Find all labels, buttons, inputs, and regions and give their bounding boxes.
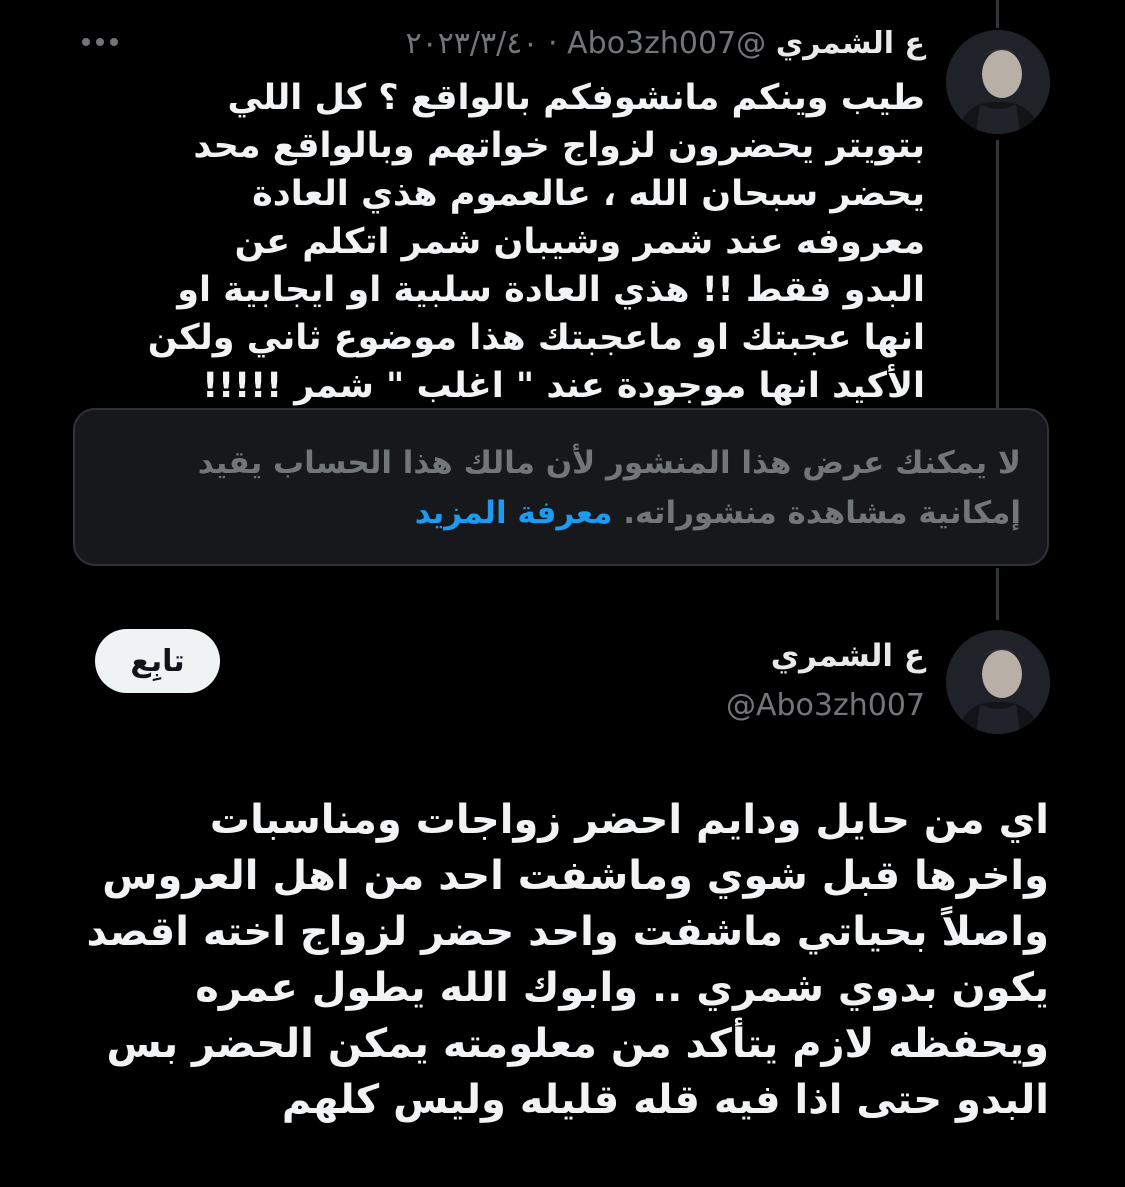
thread-line-top xyxy=(996,0,999,28)
tweet-text: اي من حايل ودايم احضر زواجات ومناسبات واخرها قبل شوي وماشفت احد من اهل العروس واصلاً بحياتي ماشفت واحد حضر لزواج اخته اقصد يكون بدوي شمري .. وابوك الله يطول عمره ويحفظه لازم يتأكد من معلومته يمكن الحضر بس البدو حتى اذا فيه قله قليله وليس كلهم xyxy=(86,797,1049,1123)
tweet-date[interactable]: ٢٠٢٣/٣/٤٠ xyxy=(405,26,539,61)
more-horizontal-icon[interactable] xyxy=(80,30,120,54)
thread-line-connector xyxy=(996,140,999,410)
follow-button[interactable]: تابِع xyxy=(95,629,220,693)
author-name[interactable]: ع الشمري xyxy=(770,638,925,674)
author-name[interactable]: ع الشمري xyxy=(775,26,925,61)
avatar[interactable] xyxy=(946,30,1050,134)
tweet-header xyxy=(405,26,925,61)
avatar[interactable] xyxy=(946,630,1050,734)
avatar-image xyxy=(946,30,1050,134)
restricted-notice-message: لا يمكنك عرض هذا المنشور لأن مالك هذا الحساب يقيد إمكانية مشاهدة منشوراته. xyxy=(197,445,1021,531)
author-handle[interactable]: @Abo3zh007 xyxy=(725,688,925,723)
learn-more-link[interactable]: معرفة المزيد xyxy=(414,495,613,531)
author-handle[interactable]: @Abo3zh007 xyxy=(567,26,767,61)
thread-line-connector-lower xyxy=(996,568,999,620)
avatar-image xyxy=(946,630,1050,734)
tweet-text: طيب وينكم مانشوفكم بالواقع ؟ كل اللي بتويتر يحضرون لزواج خواتهم وبالواقع محد يحضر سبحان الله ، عالعموم هذي العادة معروفه عند شمر وشيبان شمر اتكلم عن البدو فقط !! هذي العادة سلبية او ايجابية او انها عجبتك او ماعجبتك هذا موضوع ثاني ولكن الأكيد انها موجودة عند " اغلب " شمر !!!!! xyxy=(147,78,925,406)
restricted-post-notice xyxy=(73,408,1049,566)
restricted-notice-text xyxy=(121,438,1021,538)
separator-dot: · xyxy=(548,26,558,61)
